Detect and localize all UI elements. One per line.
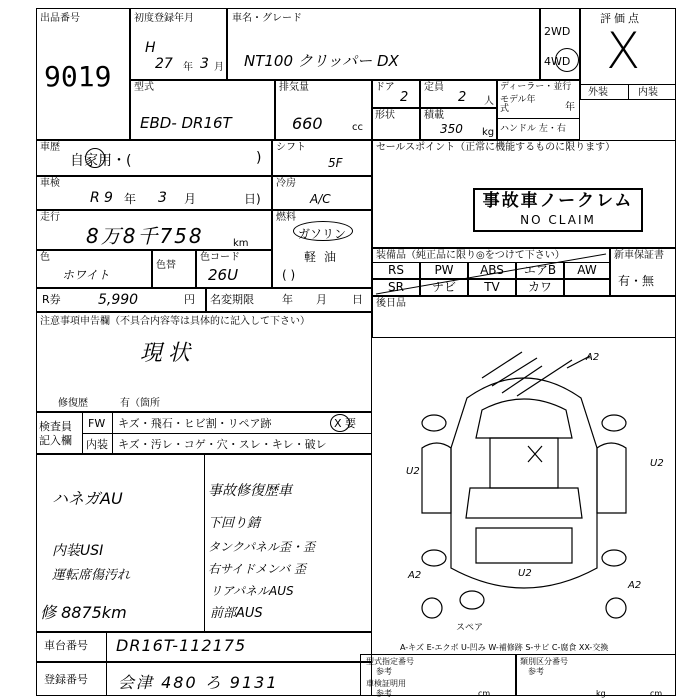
inspection-box (36, 176, 272, 210)
class-label: 類別区分番号 (520, 657, 568, 666)
shift-label: シフト (276, 142, 306, 153)
car-diagram (372, 338, 676, 638)
chassis-value: DR16T-112175 (116, 636, 247, 655)
dealer-label: ディーラー・並行 (500, 82, 572, 92)
stamp-line2: NO CLAIM (520, 213, 596, 227)
displacement-value: 660 (292, 114, 323, 133)
model-value: EBD- DR16T (140, 114, 232, 132)
notes-label: 注意事項申告欄（不具合内容等は具体的に記入して下さい） (40, 316, 310, 327)
fw-text: キズ・飛石・ヒビ割・リペア跡 (118, 417, 272, 430)
inspection-era: R (90, 190, 100, 206)
warranty-label: 新車保証書 (614, 250, 664, 261)
equip-abs: ABS (468, 262, 516, 279)
model-label: 型式 (134, 82, 154, 93)
rfee-unit: 円 (184, 293, 195, 306)
inspection-year: 9 (104, 190, 113, 206)
reg-value: 会津 480 ろ 9131 (118, 673, 279, 692)
inspector-notes-split (204, 454, 205, 632)
inspector-note1: ハネガAU (52, 489, 123, 508)
displacement-label: 排気量 (279, 82, 309, 93)
ac-value: A/C (310, 192, 331, 206)
handle-divider (497, 118, 580, 119)
model-designation-label: 型式指定番号 (366, 657, 414, 666)
shape-label: 形状 (375, 110, 395, 121)
mark-u2-right: U2 (650, 458, 664, 469)
inspector-note8: リアパネルAUS (210, 584, 294, 598)
history-value: 自家用・( (70, 153, 132, 169)
color-change-label: 色替 (156, 260, 176, 271)
inspector-note9: 前部AUS (210, 606, 263, 621)
mark-u2-left: U2 (406, 466, 420, 477)
capacity-value: 2 (458, 90, 467, 105)
drive-circle (555, 48, 579, 72)
inspector-note2: 内装USI (52, 543, 104, 559)
load-unit: kg (482, 127, 495, 138)
equip-navi: ナビ (420, 279, 468, 296)
mark-a2-top: A2 (586, 352, 600, 363)
stamp-line1: 事故車ノークレム (482, 191, 634, 211)
eval-label: 評価点 (600, 12, 642, 25)
inspector-note3: 運転席傷汚れ (52, 568, 131, 583)
equip-airbag: エアB (516, 262, 564, 279)
mark-a2-left: A2 (408, 570, 422, 581)
inspector-label: 検査員記入欄 (39, 420, 72, 447)
first-reg-month: 3 (200, 56, 209, 72)
handle-label: ハンドル 左・右 (500, 124, 566, 134)
lot-label: 出品番号 (40, 13, 80, 24)
ac-label: 冷房 (276, 178, 296, 189)
equip-leather: カワ (516, 279, 564, 296)
reg-label: 登録番号 (44, 673, 88, 686)
mileage-label: 走行 (40, 212, 60, 223)
load-label: 積載 (424, 110, 444, 121)
drive-4wd: 4WD (544, 55, 571, 68)
inspector-split2 (112, 412, 113, 454)
inspection-day-unit: 日) (244, 192, 261, 206)
equip-tv: TV (468, 279, 516, 296)
equip-pw: PW (420, 262, 468, 279)
model-year-unit: 年 (565, 102, 575, 113)
inner-label: 内装 (86, 438, 108, 451)
history-circle (85, 148, 105, 168)
shift-value: 5F (328, 156, 343, 170)
history-close: ) (256, 150, 262, 166)
inspection-month-unit: 月 (184, 192, 197, 206)
inspector-note7: 右サイドメンバ 歪 (208, 562, 307, 576)
inspection-month: 3 (158, 190, 167, 206)
color-value: ホワイト (62, 268, 110, 282)
equipment-label: 装備品（純正品に限り◎をつけて下さい） (376, 250, 565, 261)
unit-cm-1: cm (478, 689, 491, 698)
fuel-gas: ガソリン (298, 227, 347, 241)
fuel-gas-circle (293, 221, 353, 241)
namechange-label: 名変期限 (210, 293, 254, 306)
fw-circle-ring (330, 414, 350, 432)
rfee-label: R券 (42, 293, 61, 306)
model-year-label: モデル年式 (500, 95, 536, 114)
first-reg-year-unit: 年 (183, 62, 193, 73)
equip-rs: RS (372, 262, 420, 279)
color-code-value: 26U (208, 266, 239, 284)
first-reg-month-unit: 月 (214, 62, 224, 73)
chassis-split (106, 632, 107, 662)
first-reg-era: H (145, 40, 156, 56)
drive-2wd: 2WD (544, 25, 571, 38)
inner-text: キズ・汚レ・コゲ・穴・スレ・キレ・破レ (118, 438, 327, 451)
rfee-value: 5,990 (98, 292, 139, 308)
repair-label: 修復歴 (58, 398, 88, 409)
rear-box (372, 296, 676, 338)
displacement-unit: cc (352, 122, 363, 133)
fw-label: FW (88, 417, 106, 430)
cert-label: 車検証明用 (366, 679, 406, 688)
interior-label: 内装 (638, 87, 658, 98)
namechange-year: 年 (282, 293, 293, 306)
legend-line: A-キズ E-エクボ U-凹み W-補修跡 S-サビ C-腐食 XX-交換 (400, 643, 609, 652)
eval-split (628, 84, 629, 100)
carname-value: NT100 クリッパー DX (244, 52, 399, 70)
reg-split (106, 662, 107, 696)
cert-ref: 参考 (376, 689, 392, 698)
rear-seat-label: 後日品 (376, 298, 406, 309)
equipment-strike (372, 250, 610, 296)
notes-box (36, 312, 372, 412)
model-designation-ref: 参考 (376, 667, 392, 676)
spare-label: スペア (456, 623, 484, 633)
fuel-label: 燃料 (276, 212, 296, 223)
mileage-unit: km (233, 238, 249, 249)
mileage-value: 8万8千758 (86, 224, 204, 248)
exterior-label: 外装 (588, 87, 608, 98)
equip-aw: AW (564, 262, 610, 279)
fw-circle: X 要 (334, 417, 357, 430)
mark-u2-rear: U2 (518, 568, 532, 579)
doors-value: 2 (400, 90, 409, 105)
color-label: 色 (40, 252, 50, 263)
carname-label: 車名・グレード (232, 13, 302, 24)
chassis-label: 車台番号 (44, 639, 88, 652)
inspection-year-unit: 年 (124, 192, 137, 206)
unit-kg: kg (596, 689, 606, 698)
first-reg-label: 初度登録年月 (134, 13, 194, 24)
fuel-paren: ( ) (282, 268, 296, 282)
history-label: 車歴 (40, 142, 60, 153)
inspector-note10: 修 8875km (40, 603, 127, 622)
unit-cm-2: cm (650, 689, 663, 698)
namechange-day: 日 (352, 293, 363, 306)
lot-number: 9019 (44, 60, 112, 93)
mark-a2-right: A2 (628, 580, 642, 591)
eval-value: X (606, 22, 641, 80)
color-code-label: 色コード (200, 252, 240, 263)
inspection-label: 車検 (40, 178, 60, 189)
notes-handwritten: 現状 (140, 341, 197, 366)
class-ref: 参考 (528, 667, 544, 676)
doors-label: ドア (375, 82, 395, 93)
inspector-note4: 事故修復歴車 (208, 483, 292, 499)
inspector-note6: タンクパネル歪・歪 (208, 540, 316, 554)
first-reg-year: 27 (155, 56, 173, 72)
namechange-month: 月 (316, 293, 327, 306)
no-claim-stamp (473, 188, 643, 232)
selling-label: セールスポイント（正常に機能するものに限ります） (376, 142, 616, 153)
inspector-mid (82, 433, 372, 434)
capacity-unit: 人 (484, 96, 494, 107)
repair-value: 有（箇所 (120, 398, 160, 409)
capacity-label: 定員 (424, 82, 444, 93)
inspector-note5: 下回り錆 (208, 516, 261, 531)
fuel-diesel: 軽油 (304, 250, 345, 264)
load-value: 350 (440, 122, 463, 136)
warranty-value: 有・無 (618, 274, 655, 288)
equip-sr: SR (372, 279, 420, 296)
